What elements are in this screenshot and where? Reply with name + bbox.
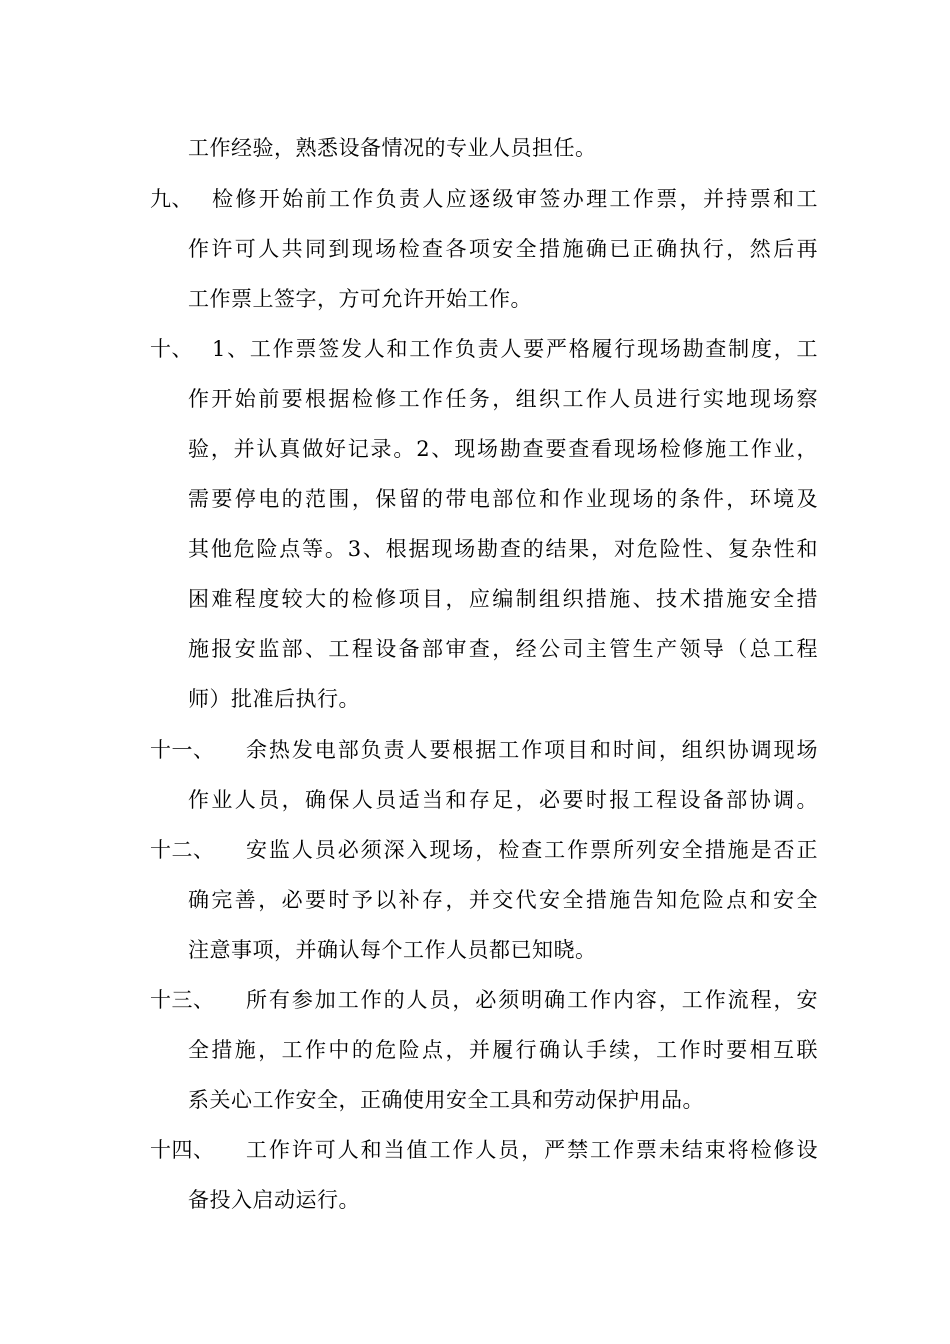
item-10-line-7: 施报安监部、工程设备部审查，经公司主管生产领导（总工程	[188, 637, 818, 661]
item-number-12: 十二、	[150, 838, 215, 862]
item-number-13: 十三、	[150, 988, 215, 1012]
item-number-14: 十四、	[150, 1138, 215, 1162]
item-10-line-8: 师）批准后执行。	[188, 687, 360, 711]
intro-tail-line: 工作经验，熟悉设备情况的专业人员担任。	[188, 136, 597, 160]
item-12-line-1: 安监人员必须深入现场，检查工作票所列安全措施是否正	[246, 838, 818, 862]
item-10-line-3: 验，并认真做好记录。2、现场勘查要查看现场检修施工作业，	[188, 437, 818, 461]
item-10-line-6: 困难程度较大的检修项目，应编制组织措施、技术措施安全措	[188, 587, 818, 611]
item-number-11: 十一、	[150, 738, 215, 762]
item-10-line-2: 作开始前要根据检修工作任务，组织工作人员进行实地现场察	[188, 387, 818, 411]
item-number-9: 九、	[150, 187, 193, 211]
item-12-line-2: 确完善，必要时予以补存，并交代安全措施告知危险点和安全	[188, 888, 818, 912]
item-13-line-1: 所有参加工作的人员，必须明确工作内容，工作流程，安	[246, 988, 818, 1012]
item-13-line-3: 系关心工作安全，正确使用安全工具和劳动保护用品。	[188, 1088, 704, 1112]
item-number-10: 十、	[150, 337, 193, 361]
item-9-line-2: 作许可人共同到现场检查各项安全措施确已正确执行，然后再	[188, 237, 818, 261]
item-10-line-4: 需要停电的范围，保留的带电部位和作业现场的条件，环境及	[188, 487, 818, 511]
item-9-line-1: 检修开始前工作负责人应逐级审签办理工作票，并持票和工	[212, 187, 818, 211]
item-12-line-3: 注意事项，并确认每个工作人员都已知晓。	[188, 938, 597, 962]
item-11-line-1: 余热发电部负责人要根据工作项目和时间，组织协调现场	[246, 738, 818, 762]
item-9-line-3: 工作票上签字，方可允许开始工作。	[188, 287, 532, 311]
item-14-line-1: 工作许可人和当值工作人员，严禁工作票未结束将检修设	[246, 1138, 818, 1162]
item-13-line-2: 全措施，工作中的危险点，并履行确认手续，工作时要相互联	[188, 1038, 818, 1062]
item-14-line-2: 备投入启动运行。	[188, 1188, 360, 1212]
item-10-line-5: 其他危险点等。3、根据现场勘查的结果，对危险性、复杂性和	[188, 537, 818, 561]
item-10-line-1: 1、工作票签发人和工作负责人要严格履行现场勘查制度，工	[212, 337, 818, 361]
item-11-line-2: 作业人员，确保人员适当和存足，必要时报工程设备部协调。	[188, 788, 818, 812]
